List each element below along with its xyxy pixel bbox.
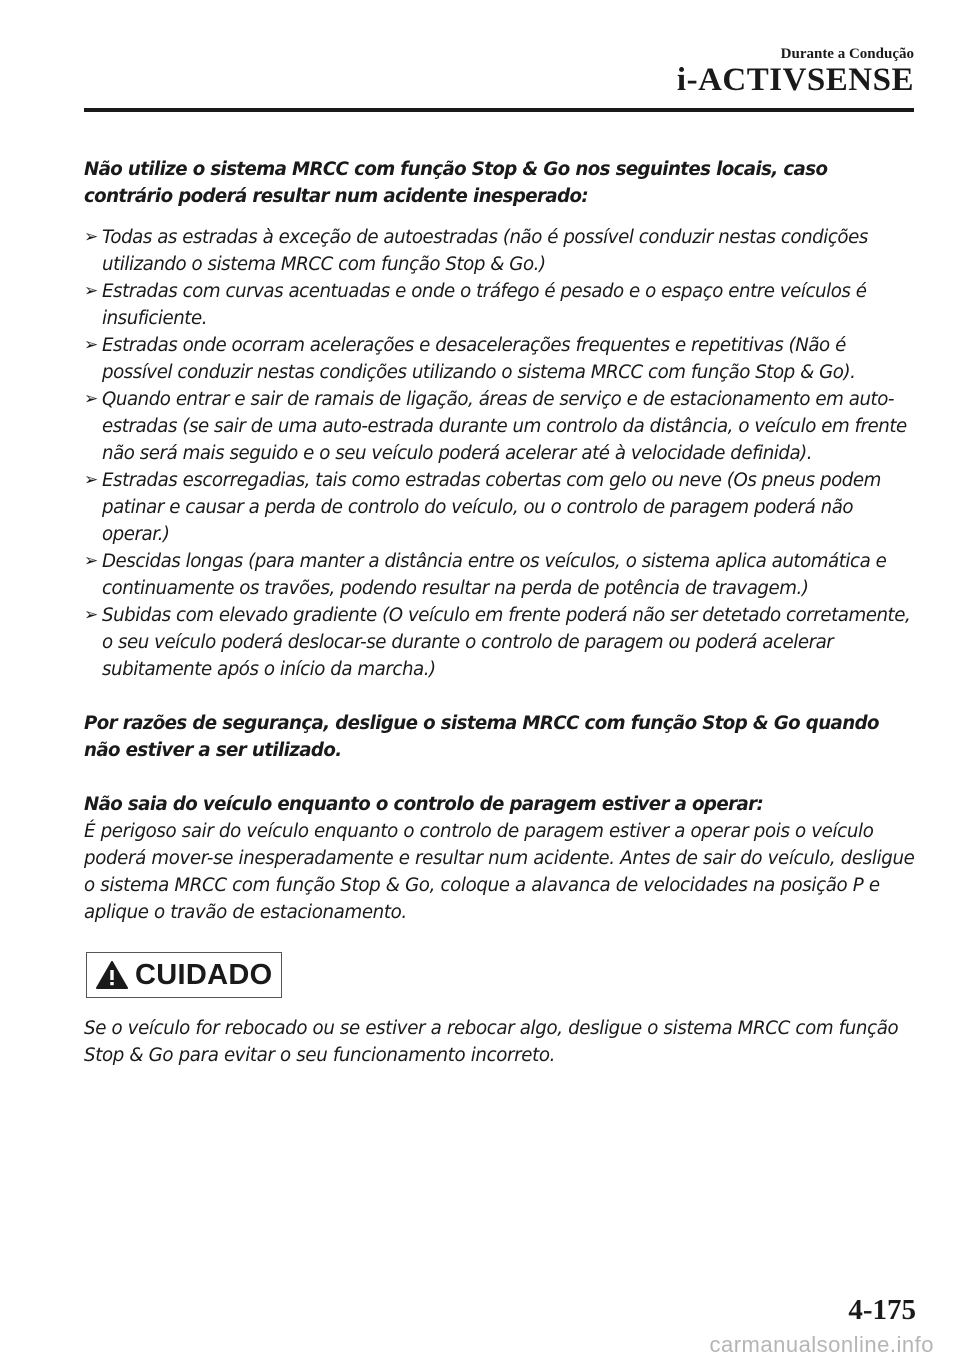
list-item-text: Estradas onde ocorram acelerações e desacelerações frequentes e repetitivas (Não é possível conduzir nestas condições utilizando o sistema MRCC com função Stop & Go). (102, 335, 856, 383)
arrow-bullet-icon: ➢ (84, 551, 98, 571)
caution-text: Se o veículo for rebocado ou se estiver a rebocar algo, desligue o sistema MRCC com função Stop & Go para evitar o seu funcionamento incorreto. (84, 1018, 899, 1066)
warning-triangle-icon (95, 960, 129, 990)
list-item (84, 224, 916, 278)
watermark: carmanualsonline.info (709, 1332, 934, 1357)
chapter-title: i-ACTIVSENSE (676, 62, 914, 98)
page-content (84, 156, 916, 1069)
caution-label: CUIDADO (135, 958, 273, 991)
locations-list (84, 224, 916, 683)
warning-intro: Não utilize o sistema MRCC com função Stop & Go nos seguintes locais, caso contrário poderá resultar num acidente inesperado: (84, 159, 828, 207)
list-item-text: Todas as estradas à exceção de autoestradas (não é possível conduzir nestas condições utilizando o sistema MRCC com função Stop & Go.) (102, 227, 868, 275)
arrow-bullet-icon: ➢ (84, 227, 98, 247)
section-subtitle: Durante a Condução (780, 46, 914, 62)
list-item (84, 386, 916, 467)
page-number: 4-175 (848, 1294, 916, 1326)
caution-box (86, 952, 282, 998)
header-divider (84, 108, 914, 112)
arrow-bullet-icon: ➢ (84, 389, 98, 409)
safety-note: Por razões de segurança, desligue o sistema MRCC com função Stop & Go quando não estiver a ser utilizado. (84, 713, 879, 761)
list-item-text: Subidas com elevado gradiente (O veículo em frente poderá não ser detetado corretamente, o seu veículo poderá deslocar-se durante o controlo de paragem ou poderá acelerar subitamente após o início da marcha.) (102, 605, 911, 680)
arrow-bullet-icon: ➢ (84, 335, 98, 355)
exit-warning-title: Não saia do veículo enquanto o controlo de paragem estiver a operar: (84, 794, 764, 815)
list-item (84, 467, 916, 548)
list-item (84, 278, 916, 332)
list-item-text: Estradas escorregadias, tais como estradas cobertas com gelo ou neve (Os pneus podem patinar e causar a perda de controlo do veículo, ou o controlo de paragem poderá não operar.) (102, 470, 881, 545)
arrow-bullet-icon: ➢ (84, 605, 98, 625)
list-item-text: Estradas com curvas acentuadas e onde o tráfego é pesado e o espaço entre veículos é insuficiente. (102, 281, 867, 329)
list-item (84, 602, 916, 683)
list-item-text: Descidas longas (para manter a distância entre os veículos, o sistema aplica automática e continuamente os travões, podendo resultar na perda de potência de travagem.) (102, 551, 887, 599)
arrow-bullet-icon: ➢ (84, 281, 98, 301)
list-item-text: Quando entrar e sair de ramais de ligação, áreas de serviço e de estacionamento em auto-estradas (se sair de uma auto-estrada durante um controlo da distância, o veículo em frente não será mais seguido e o seu veículo poderá acelerar até à velocidade definida). (102, 389, 907, 464)
list-item (84, 548, 916, 602)
list-item (84, 332, 916, 386)
arrow-bullet-icon: ➢ (84, 470, 98, 490)
exit-warning-body: É perigoso sair do veículo enquanto o controlo de paragem estiver a operar pois o veículo poderá mover-se inesperadamente e resultar num acidente. Antes de sair do veículo, desligue o sistema MRCC com função Stop & Go, coloque a alavanca de velocidades na posição P e aplique o travão de estacionamento. (84, 821, 915, 923)
